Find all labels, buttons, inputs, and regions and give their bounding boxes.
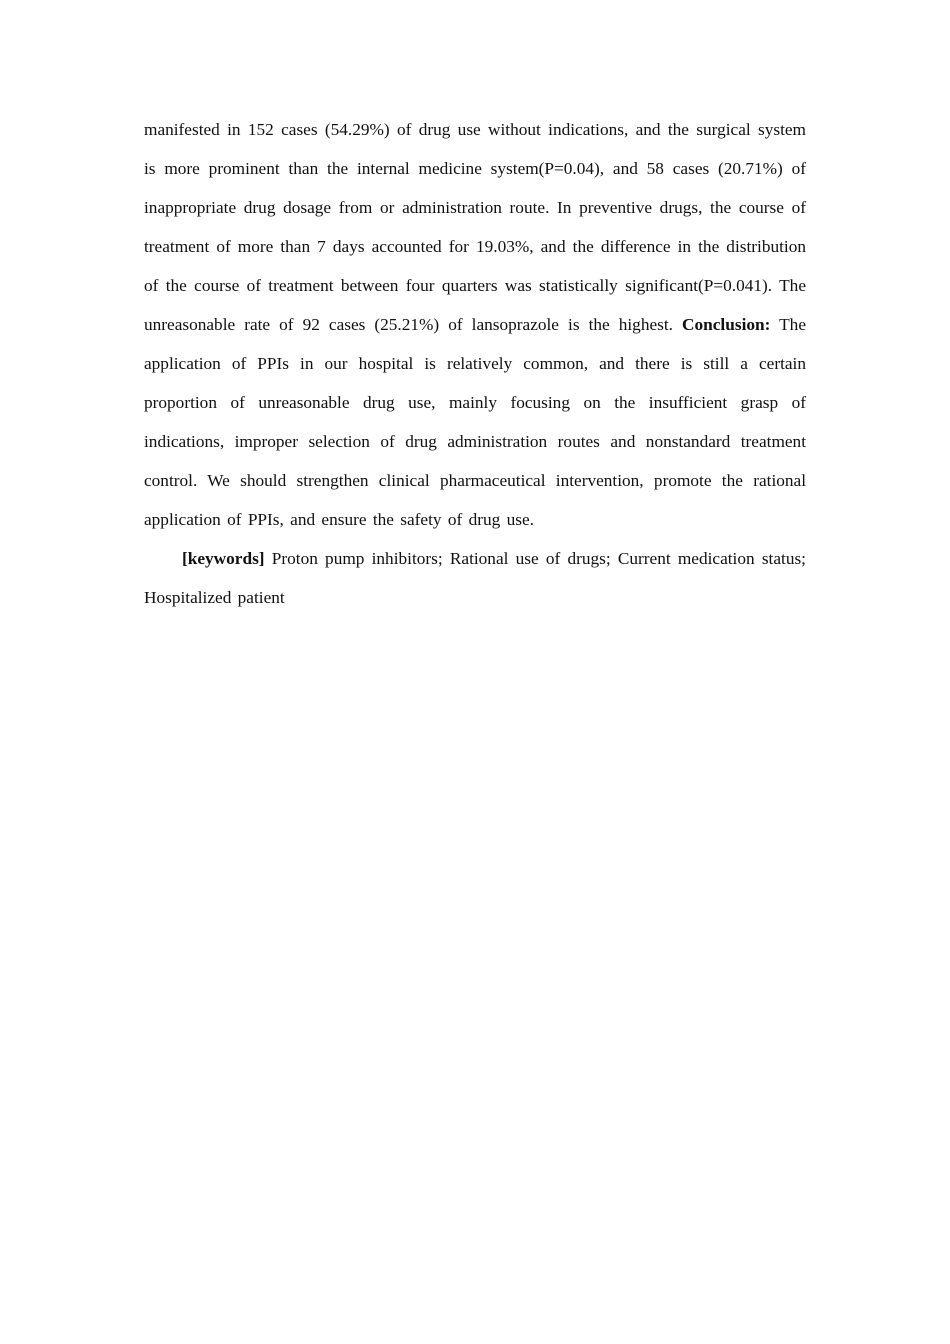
conclusion-text: The application of PPIs in our hospital is relatively common, and there is still a certain proportion of unreasonable drug use, mainly focusing on the insufficient grasp of indications, improper selection of drug administration routes and nonstandard treatment control. We should strengthen clinical pharmaceutical intervention, promote the rational application of PPIs, and ensure the safety of drug use. [144,315,806,529]
keywords-paragraph [144,539,806,617]
keywords-text: Proton pump inhibitors; Rational use of drugs; Current medication status; Hospitalized patient [144,549,806,607]
abstract-paragraph [144,110,806,539]
keywords-label: [keywords] [182,549,265,568]
conclusion-label: Conclusion: [682,315,771,334]
abstract-section [144,110,806,617]
results-text: manifested in 152 cases (54.29%) of drug use without indications, and the surgical system is more prominent than the internal medicine system(P=0.04), and 58 cases (20.71%) of inappropriate drug dosage from or administration route. In preventive drugs, the course of treatment of more than 7 days accounted for 19.03%, and the difference in the distribution of the course of treatment between four quarters was statistically significant(P=0.041). The unreasonable rate of 92 cases (25.21%) of lansoprazole is the highest. [144,120,806,334]
